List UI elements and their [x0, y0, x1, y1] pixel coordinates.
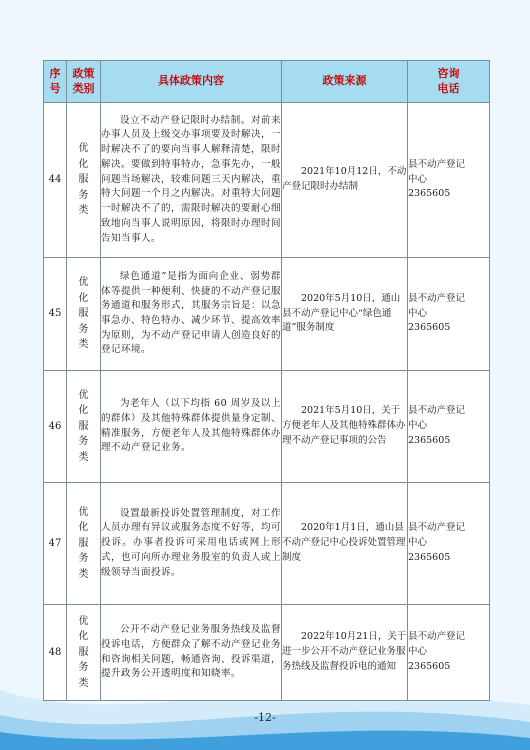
policy-content: 设立不动产登记限时办结制。对前来办事人员及上级交办事项要及时解决，一时解决不了的要向当事人解释清楚，限时解决。要做到特事特办，急事先办，一般问题当场解决，较难问题三天内解决，重特大问题一个月之内解决。对重特大问题一时解决不了的，需限时解决的要耐心细致地向当事人说明原因，将限时办理时间告知当事人。: [101, 103, 282, 258]
policy-content: 绿色通道”是指为面向企业、弱势群体等提供一种便利、快捷的不动产登记服务通道和服务形式，其服务宗旨是：以急事急办、特色特办、减少环节、提高效率为原则，为不动产登记申请人创造良好的登记环境。: [101, 258, 282, 371]
header-content: 具体政策内容: [101, 61, 282, 103]
row-number: 44: [44, 103, 67, 258]
row-number: 45: [44, 258, 67, 371]
header-phone: 咨询 电话: [408, 61, 490, 103]
table-header-row: [44, 61, 490, 103]
header-category: 政策 类别: [67, 61, 101, 103]
policy-content: 为老年人（以下均指 60 周岁及以上的群体）及其他特殊群体提供量身定制、精准服务，方便老年人及其他特殊群体办理不动产登记业务。: [101, 371, 282, 483]
table-row: [44, 103, 490, 258]
policy-source: 2021年10月12日，不动产登记限时办结制: [282, 103, 408, 258]
table-row: [44, 483, 490, 605]
table-row: [44, 258, 490, 371]
page-number: -12-: [254, 711, 276, 724]
policy-category: 优化服务类: [67, 483, 101, 605]
policy-category: 优化服务类: [67, 258, 101, 371]
consult-phone: 县不动产登记中心2365605: [408, 258, 490, 371]
consult-phone: 县不动产登记中心2365605: [408, 371, 490, 483]
policy-source: 2020年5月10日，通山县不动产登记中心“绿色通道”服务制度: [282, 258, 408, 371]
policy-table: [43, 60, 490, 701]
policy-source: 2020年1月1日，通山县不动产登记中心投诉处置管理制度: [282, 483, 408, 605]
policy-source: 2022年10月21日，关于进一步公开不动产登记业务服务热线及监督投诉电的通知: [282, 605, 408, 701]
table-row: [44, 605, 490, 701]
consult-phone: 县不动产登记中心2365605: [408, 483, 490, 605]
row-number: 47: [44, 483, 67, 605]
policy-category: 优化服务类: [67, 103, 101, 258]
policy-category: 优化服务类: [67, 605, 101, 701]
policy-category: 优化服务类: [67, 371, 101, 483]
row-number: 48: [44, 605, 67, 701]
policy-content: 公开不动产登记业务服务热线及监督投诉电话，方便群众了解不动产登记业务和咨询相关问题，畅通咨询、投诉渠道，提升政务公开透明度和知晓率。: [101, 605, 282, 701]
table-row: [44, 371, 490, 483]
policy-source: 2021年5月10日，关于方便老年人及其他特殊群体办理不动产登记事项的公告: [282, 371, 408, 483]
row-number: 46: [44, 371, 67, 483]
header-no: 序 号: [44, 61, 67, 103]
policy-content: 设置最新投诉处置管理制度，对工作人员办理有异议或服务态度不好等，均可投诉。办事者投诉可采用电话或网上形式，也可向所办理业务股室的负责人或上级领导当面投诉。: [101, 483, 282, 605]
header-source: 政策来源: [282, 61, 408, 103]
consult-phone: 县不动产登记中心2365605: [408, 605, 490, 701]
consult-phone: 县不动产登记中心2365605: [408, 103, 490, 258]
